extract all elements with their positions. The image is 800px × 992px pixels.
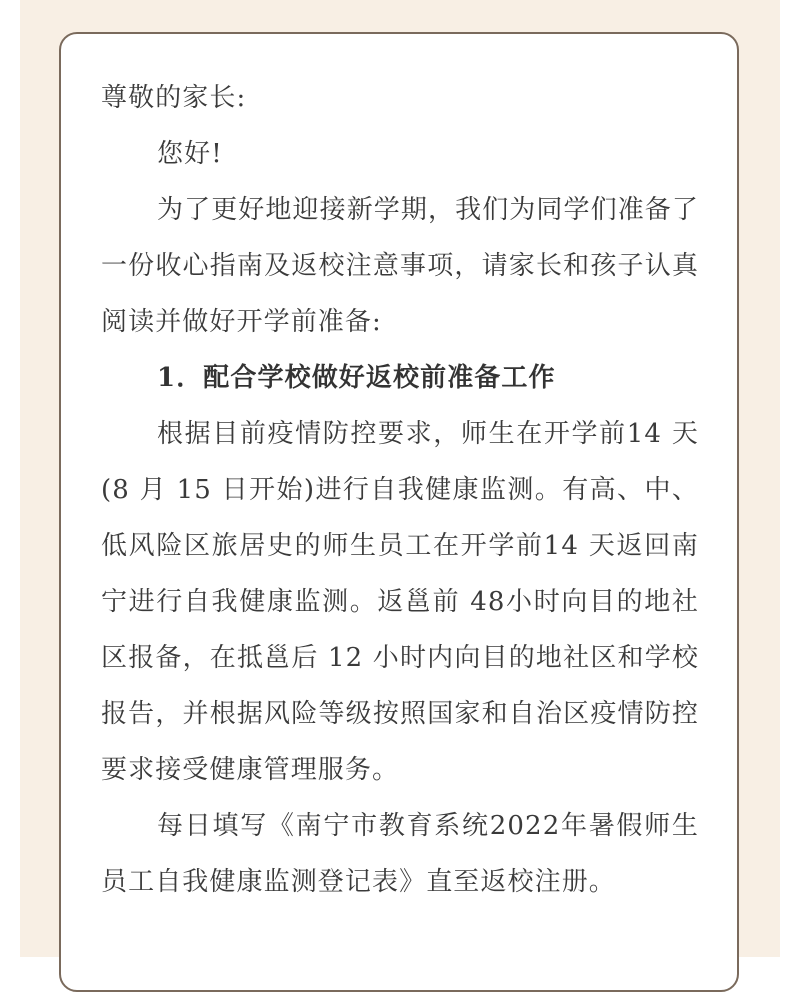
greeting: 您好! — [157, 139, 223, 169]
section-1-heading: 1．配合学校做好返校前准备工作 — [157, 363, 556, 393]
intro-paragraph: 为了更好地迎接新学期，我们为同学们准备了一份收心指南及返校注意事项，请家长和孩子认真阅读并做好开学前准备: — [101, 195, 700, 337]
section-1-paragraph-2: 每日填写《南宁市教育系统2022年暑假师生员工自我健康监测登记表》直至返校注册。 — [101, 811, 699, 897]
letter-body — [101, 70, 699, 910]
section-1-paragraph: 根据目前疫情防控要求，师生在开学前14 天(8 月 15 日开始)进行自我健康监测。有高、中、低风险区旅居史的师生员工在开学前14 天返回南宁进行自我健康监测。返邕前 48小时向目的地社区报备，在抵邕后 12 小时内向目的地社区和学校报告，并根据风险等级按照国家和自治区疫情防控要求接受健康管理服务。 — [101, 419, 699, 785]
salutation: 尊敬的家长: — [101, 83, 247, 113]
